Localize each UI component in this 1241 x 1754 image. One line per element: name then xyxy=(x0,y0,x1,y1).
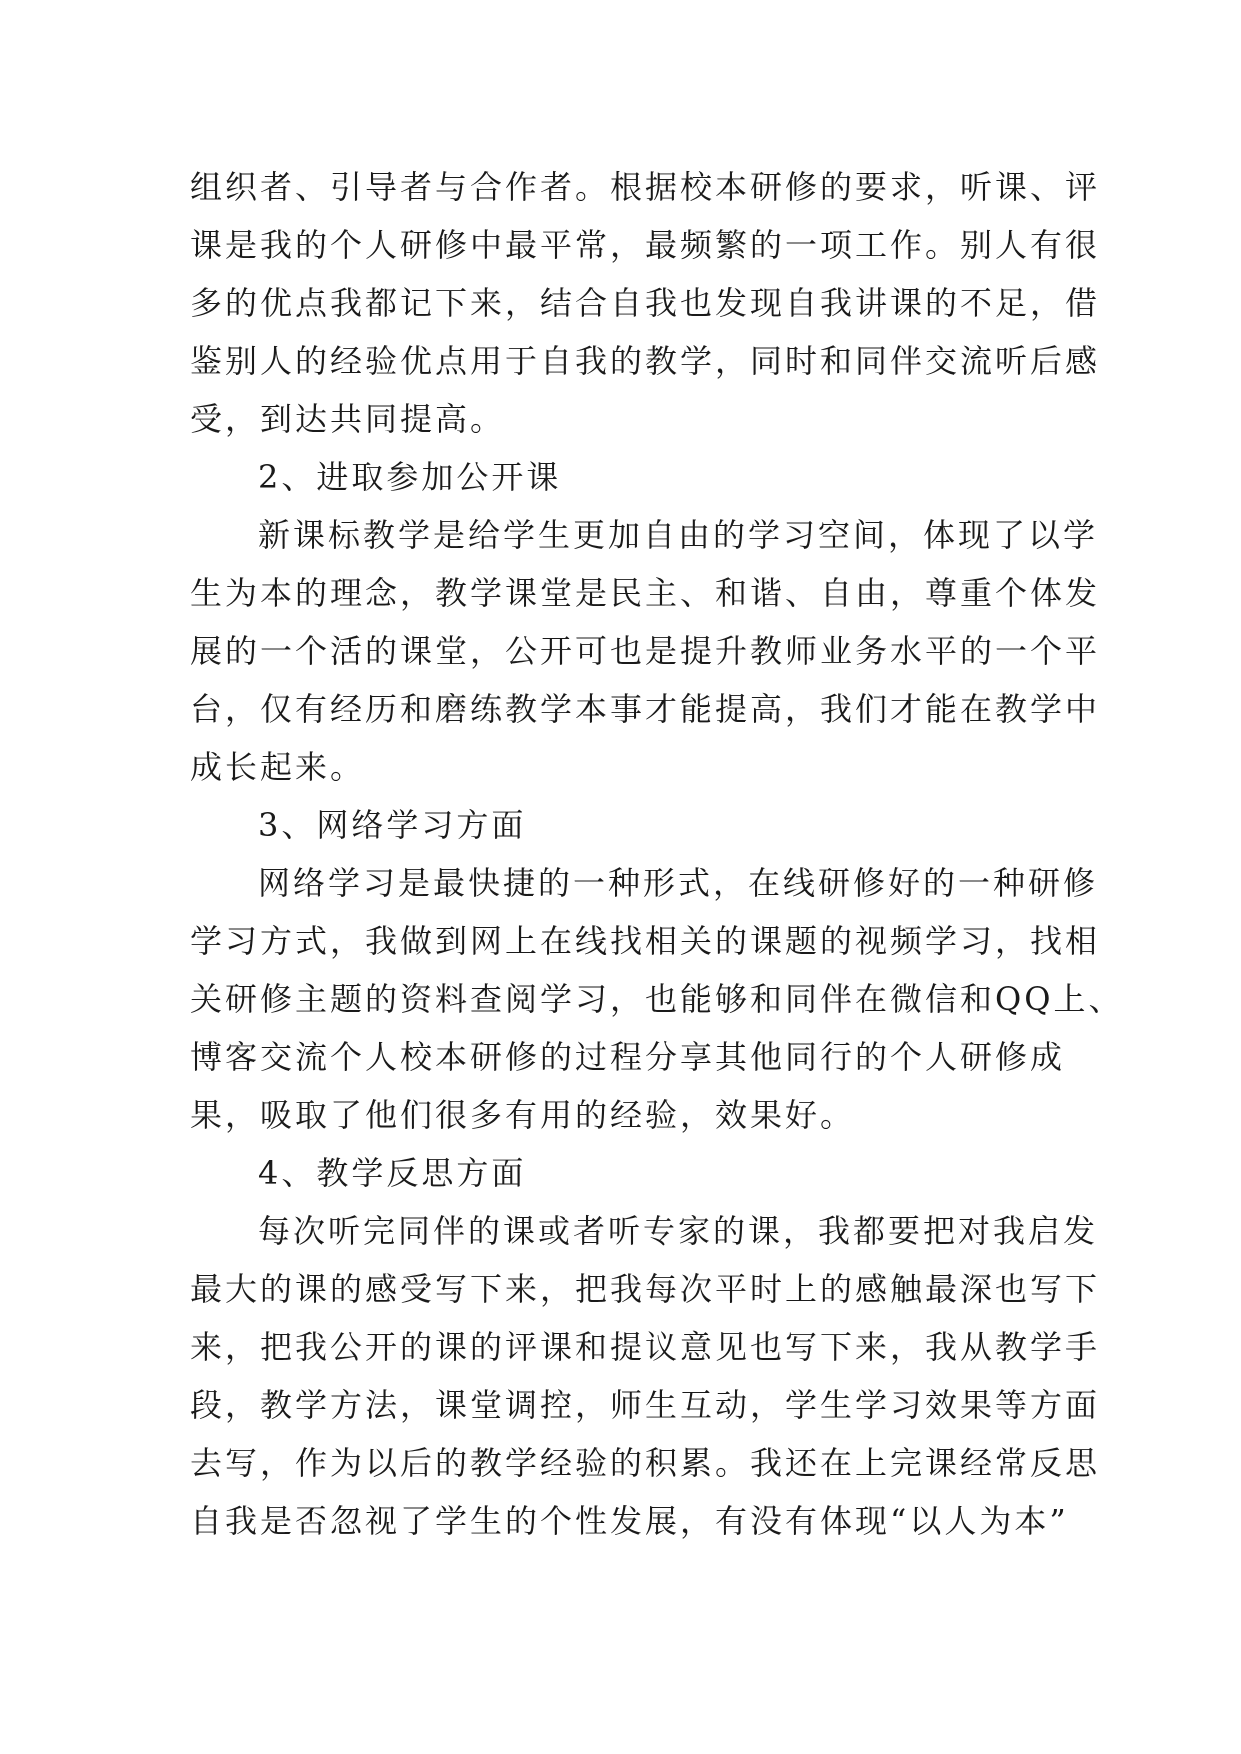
text-line: 组织者、引导者与合作者。根据校本研修的要求，听课、评 xyxy=(190,168,1101,206)
section-heading: 2、进取参加公开课 xyxy=(258,458,562,496)
text-line: 新课标教学是给学生更加自由的学习空间，体现了以学 xyxy=(258,516,1099,554)
section-heading: 3、网络学习方面 xyxy=(258,806,527,844)
text-line: 展的一个活的课堂，公开可也是提升教师业务水平的一个平 xyxy=(190,632,1101,670)
text-line: 果，吸取了他们很多有用的经验，效果好。 xyxy=(190,1096,856,1134)
body-text xyxy=(190,158,1124,1550)
text-line: 来，把我公开的课的评课和提议意见也写下来，我从教学手 xyxy=(190,1328,1101,1366)
text-line: 博客交流个人校本研修的过程分享其他同行的个人研修成 xyxy=(190,1038,1066,1076)
text-line: 去写，作为以后的教学经验的积累。我还在上完课经常反思 xyxy=(190,1444,1101,1482)
text-line: 最大的课的感受写下来，把我每次平时上的感触最深也写下 xyxy=(190,1270,1101,1308)
text-line: 网络学习是最快捷的一种形式，在线研修好的一种研修 xyxy=(258,864,1099,902)
text-line: 段，教学方法，课堂调控，师生互动，学生学习效果等方面 xyxy=(190,1386,1101,1424)
text-line: 课是我的个人研修中最平常，最频繁的一项工作。别人有很 xyxy=(190,226,1101,264)
text-line: 成长起来。 xyxy=(190,748,366,786)
section-heading: 4、教学反思方面 xyxy=(258,1154,527,1192)
text-line: 自我是否忽视了学生的个性发展，有没有体现“以人为本” xyxy=(190,1502,1069,1540)
text-line: 受，到达共同提高。 xyxy=(190,400,506,438)
text-line: 台，仅有经历和磨练教学本事才能提高，我们才能在教学中 xyxy=(190,690,1101,728)
text-line: 多的优点我都记下来，结合自我也发现自我讲课的不足，借 xyxy=(190,284,1101,322)
text-line: 每次听完同伴的课或者听专家的课，我都要把对我启发 xyxy=(258,1212,1099,1250)
text-line: 生为本的理念，教学课堂是民主、和谐、自由，尊重个体发 xyxy=(190,574,1101,612)
text-line: 关研修主题的资料查阅学习，也能够和同伴在微信和QQ上、 xyxy=(190,980,1124,1018)
text-line: 鉴别人的经验优点用于自我的教学，同时和同伴交流听后感 xyxy=(190,342,1101,380)
text-line: 学习方式，我做到网上在线找相关的课题的视频学习，找相 xyxy=(190,922,1101,960)
